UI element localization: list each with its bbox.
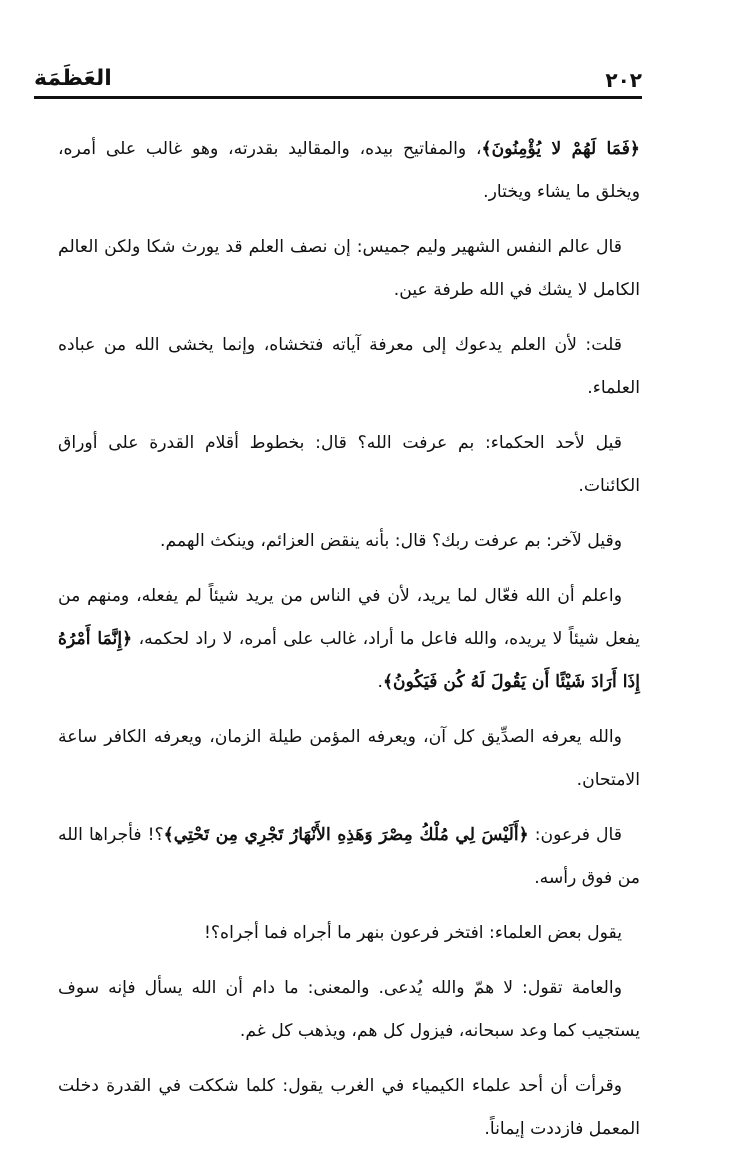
paragraph-text: قال فرعون: [528,825,622,845]
paragraph-6 [58,575,640,704]
paragraph-1 [58,128,640,214]
paragraph-9 [58,912,640,955]
page-body [58,128,640,1163]
paragraph-text: يقول بعض العلماء: افتخر فرعون بنهر ما أجراه فما أجراه؟! [204,923,622,943]
paragraph-text: قلت: لأن العلم يدعوك إلى معرفة آياته فتخشاه، وإنما يخشى الله من عباده العلماء. [58,335,640,398]
paragraph-text: وقرأت أن أحد علماء الكيمياء في الغرب يقول: كلما شككت في القدرة دخلت المعمل فازددت إيماناً. [58,1076,640,1139]
page-header [34,68,642,102]
paragraph-10 [58,967,640,1053]
paragraph-7 [58,716,640,802]
paragraph-text: قيل لأحد الحكماء: بم عرفت الله؟ قال: بخطوط أقلام القدرة على أوراق الكائنات. [58,433,640,496]
paragraph-text: واعلم أن الله فعّال لما يريد، لأن في الناس من يريد شيئاً لم يفعله، ومنهم من يفعل شيئاً لا يريده، والله فاعل ما أراد، غالب على أمره، لا راد لحكمه، [58,586,640,649]
paragraph-3 [58,324,640,410]
paragraph-text: والعامة تقول: لا همّ والله يُدعى. والمعنى: ما دام أن الله يسأل فإنه سوف يستجيب كما وعد سبحانه، فيزول كل هم، ويذهب كل غم. [58,978,640,1041]
paragraph-2 [58,226,640,312]
paragraph-5 [58,520,640,563]
running-title: العَظَمَة [34,66,112,91]
quran-verse: ﴿إِنَّمَا أَمْرُهُ إِذَا أَرَادَ شَيْئًا أَن يَقُولَ لَهُ كُن فَيَكُونُ﴾ [58,629,640,692]
paragraph-8 [58,814,640,900]
page-number: ٢٠٢ [605,68,642,92]
paragraph-text: . [377,672,383,692]
paragraph-text: والله يعرفه الصدِّيق كل آن، ويعرفه المؤمن طيلة الزمان، ويعرفه الكافر ساعة الامتحان. [58,727,640,790]
paragraph-4 [58,422,640,508]
quran-verse: ﴿فَمَا لَهُمْ لا يُؤْمِنُونَ﴾ [481,139,640,159]
header-rule [34,96,642,99]
paragraph-text: ؟! فأجراها الله من فوق رأسه. [58,825,640,888]
quran-verse: ﴿أَلَيْسَ لِي مُلْكُ مِصْرَ وَهَذِهِ الأَنْهَارُ تَجْرِي مِن تَحْتِي﴾ [163,825,529,845]
paragraph-11 [58,1065,640,1151]
paragraph-text: ، والمفاتيح بيده، والمقاليد بقدرته، وهو غالب على أمره، ويخلق ما يشاء ويختار. [58,139,640,202]
paragraph-text: قال عالم النفس الشهير وليم جميس: إن نصف العلم قد يورث شكا ولكن العالم الكامل لا يشك في الله طرفة عين. [58,237,640,300]
paragraph-text: وقيل لآخر: بم عرفت ربك؟ قال: بأنه ينقض العزائم، وينكث الهمم. [159,531,622,551]
